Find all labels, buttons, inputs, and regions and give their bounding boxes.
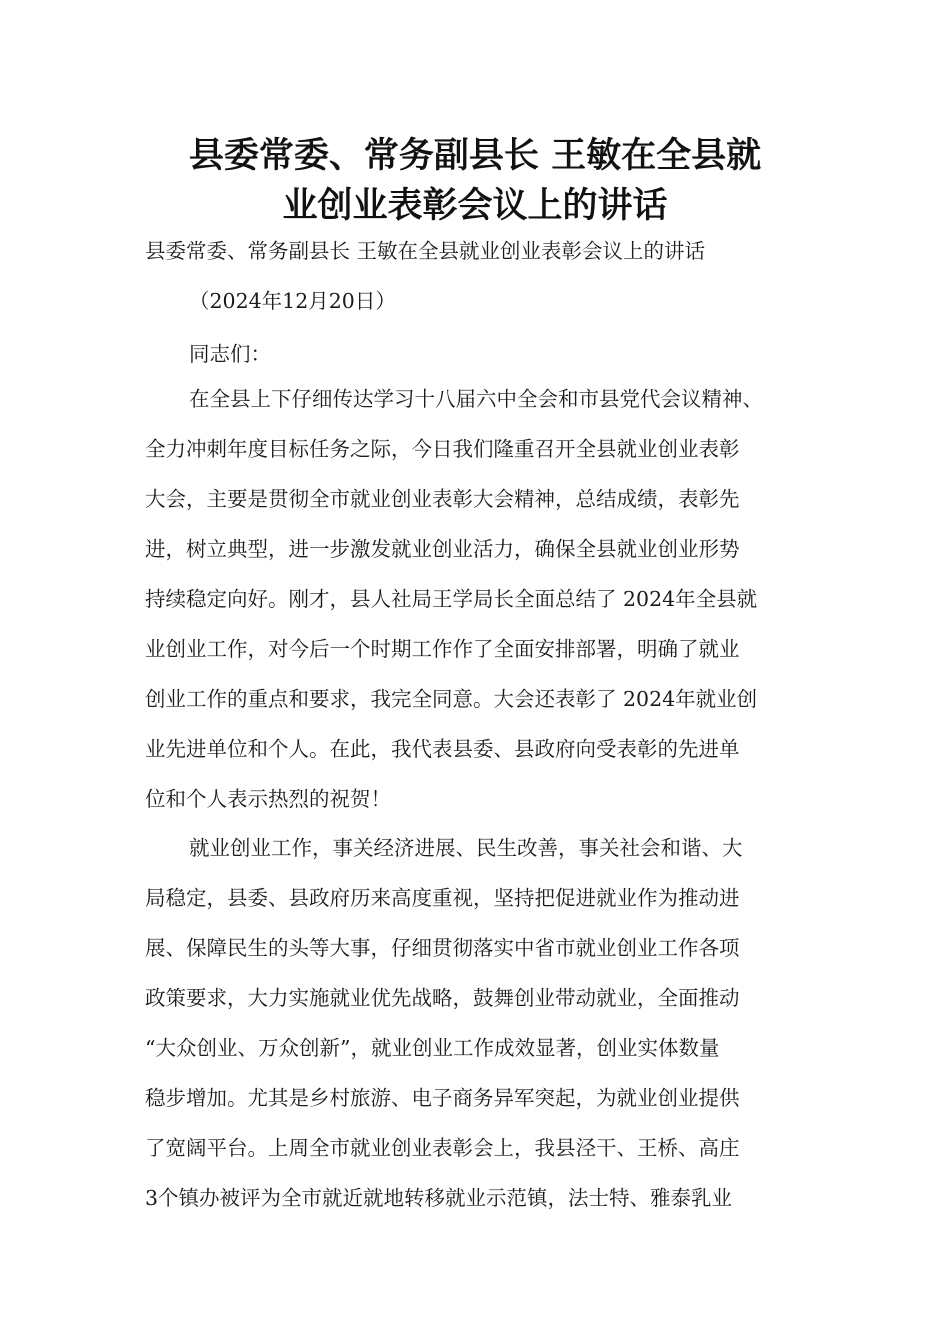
- paragraph-2-line: “大众创业、万众创新”，就业创业工作成效显著，创业实体数量: [145, 1036, 720, 1060]
- paragraph-2-line: 政策要求，大力实施就业优先战略，鼓舞创业带动就业，全面推动: [145, 986, 740, 1010]
- paragraph-1-line: 进，树立典型，进一步激发就业创业活力，确保全县就业创业形势: [145, 537, 740, 561]
- paragraph-2-line: 就业创业工作，事关经济进展、民生改善，事关社会和谐、大: [189, 836, 743, 860]
- paragraph-1-line: 创业工作的重点和要求，我完全同意。大会还表彰了 2024年就业创: [145, 687, 758, 711]
- paragraph-1-line: 位和个人表示热烈的祝贺！: [145, 787, 391, 811]
- paragraph-1-line: 在全县上下仔细传达学习十八届六中全会和市县党代会议精神、: [189, 387, 763, 411]
- salutation: 同志们：: [189, 342, 271, 366]
- document-title-line-1: 县委常委、常务副县长 王敏在全县就: [188, 136, 762, 176]
- document-date: （2024年12月20日）: [189, 289, 396, 313]
- paragraph-2-line: 了宽阔平台。上周全市就业创业表彰会上，我县泾干、王桥、高庄: [145, 1136, 740, 1160]
- paragraph-2-line: 稳步增加。尤其是乡村旅游、电子商务异军突起，为就业创业提供: [145, 1086, 740, 1110]
- paragraph-1-line: 业创业工作，对今后一个时期工作作了全面安排部署，明确了就业: [145, 637, 740, 661]
- paragraph-1-line: 业先进单位和个人。在此，我代表县委、县政府向受表彰的先进单: [145, 737, 740, 761]
- paragraph-1-line: 大会，主要是贯彻全市就业创业表彰大会精神，总结成绩，表彰先: [145, 487, 740, 511]
- paragraph-2-line: 展、保障民生的头等大事，仔细贯彻落实中省市就业创业工作各项: [145, 936, 740, 960]
- document-subtitle: 县委常委、常务副县长 王敏在全县就业创业表彰会议上的讲话: [145, 239, 706, 263]
- document-title-line-2: 业创业表彰会议上的讲话: [282, 186, 668, 226]
- paragraph-1-line: 持续稳定向好。刚才，县人社局王学局长全面总结了 2024年全县就: [145, 587, 758, 611]
- paragraph-1-line: 全力冲刺年度目标任务之际，今日我们隆重召开全县就业创业表彰: [145, 437, 740, 461]
- paragraph-2-line: 局稳定，县委、县政府历来高度重视，坚持把促进就业作为推动进: [145, 886, 740, 910]
- paragraph-2-line: 3个镇办被评为全市就近就地转移就业示范镇，法士特、雅泰乳业: [145, 1186, 733, 1210]
